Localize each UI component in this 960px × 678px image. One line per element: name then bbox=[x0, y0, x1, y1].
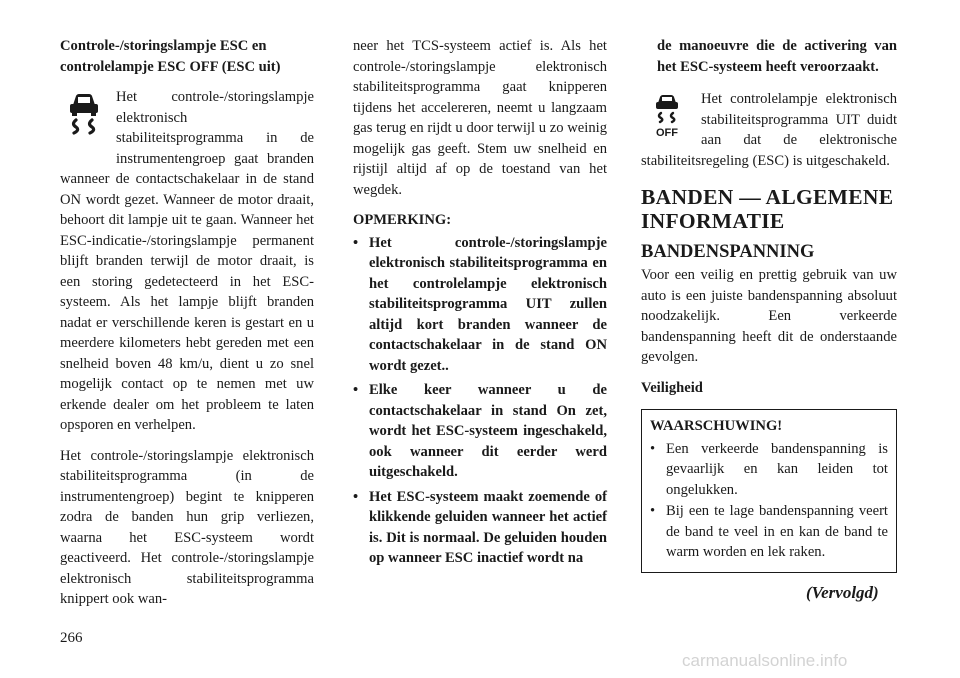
watermark: carmanualsonline.info bbox=[682, 651, 848, 670]
esc-warning-icon bbox=[60, 77, 116, 153]
note-item: • Elke keer wanneer u de contactschakelaar in stand On zet, wordt het ESC-systeem ingeschakeld, ook wanneer dit eerder werd uitgeschakeld. bbox=[353, 380, 607, 483]
subsection-title: BANDENSPANNING bbox=[641, 242, 815, 262]
continued-label: (Vervolgd) bbox=[806, 583, 879, 602]
note-list bbox=[353, 233, 607, 569]
note-item: • Het ESC-systeem maakt zoemende of klikkende geluiden wanneer het actief is. Dit is normaal. De geluiden houden op wanneer ESC inactief wordt na bbox=[353, 487, 607, 569]
column-left bbox=[60, 36, 314, 610]
warning-box bbox=[641, 409, 897, 573]
section-title: BANDEN — ALGEMENE INFORMATIE bbox=[641, 185, 894, 233]
safety-label: Veiligheid bbox=[641, 379, 703, 396]
warning-title: WAARSCHUWING! bbox=[650, 418, 783, 434]
esc-paragraph-1: Het controle-/storingslampje elektronisch stabiliteitsprogramma in de instrumentengroep gaat branden wanneer de contactschakelaar in de stand ON wordt gezet. Wanneer de motor draait, behoort dit lampje uit te gaan. Wanneer het ESC-indicatie-/storingslampje permanent blijft branden terwijl de motor draait, is een storing gedetecteerd in het ESC-systeem. Als het lampje blijft branden nadat er verschillende keren is gestart en u meerdere kilometers hebt gereden met een snelheid boven 48 km/u, dient u zo snel mogelijk contact op te nemen met uw erkende dealer om het probleem te laten opsporen en verhelpen. bbox=[60, 89, 314, 433]
tire-pressure-paragraph: Voor een veilig en prettig gebruik van uw auto is een juiste bandenspanning absoluut noodzakelijk. Een verkeerde bandenspanning heeft dit de onderstaande gevolgen. bbox=[641, 267, 897, 365]
esc-off-paragraph: Het controlelampje elektronisch stabiliteitsprogramma UIT duidt aan dat de elektronische stabiliteitsregeling (ESC) is uitgeschakeld. bbox=[641, 91, 897, 169]
warning-item: • Bij een te lage bandenspanning veert de band te veel in en kan de band te warm worden en lek raken. bbox=[650, 501, 888, 563]
warning-item: • Een verkeerde bandenspanning is gevaarlijk en kan leiden tot ongelukken. bbox=[650, 439, 888, 501]
note-item-continued: de manoeuvre die de activering van het ESC-systeem heeft veroorzaakt. bbox=[657, 38, 897, 75]
page-number: 266 bbox=[60, 630, 83, 646]
esc-paragraph-2: Het controle-/storingslampje elektronisch stabiliteitsprogramma (in de instrumentengroep) begint te knipperen zodra de banden hun grip verliezen, waarna het ESC-systeem wordt geactiveerd. Het controle-/storingslampje elektronisch stabiliteitsprogramma knippert ook wan- bbox=[60, 447, 314, 607]
esc-paragraph-2-continued: neer het TCS-systeem actief is. Als het controle-/storingslampje elektronisch stabiliteitsprogramma gaat knipperen tijdens het accelereren, neemt u langzaam gas terug en rijdt u door terwijl u zo weinig mogelijk gas geeft. Stem uw snelheid en rijstijl altijd af op de toestand van het wegdek. bbox=[353, 38, 607, 198]
note-label: OPMERKING: bbox=[353, 212, 452, 228]
warning-list bbox=[650, 439, 888, 563]
note-item: • Het controle-/storingslampje elektronisch stabiliteitsprogramma en het controlelampje elektronisch stabiliteitsprogramma UIT zullen altijd kort branden wanneer de contactschakelaar in de stand ON wordt gezet.. bbox=[353, 233, 607, 377]
esc-off-icon bbox=[641, 77, 701, 147]
esc-heading: Controle-/storingslampje ESC en controlelampje ESC OFF (ESC uit) bbox=[60, 38, 281, 75]
column-right bbox=[641, 36, 897, 573]
esc-off-label: OFF bbox=[656, 127, 678, 139]
column-middle bbox=[353, 36, 607, 573]
